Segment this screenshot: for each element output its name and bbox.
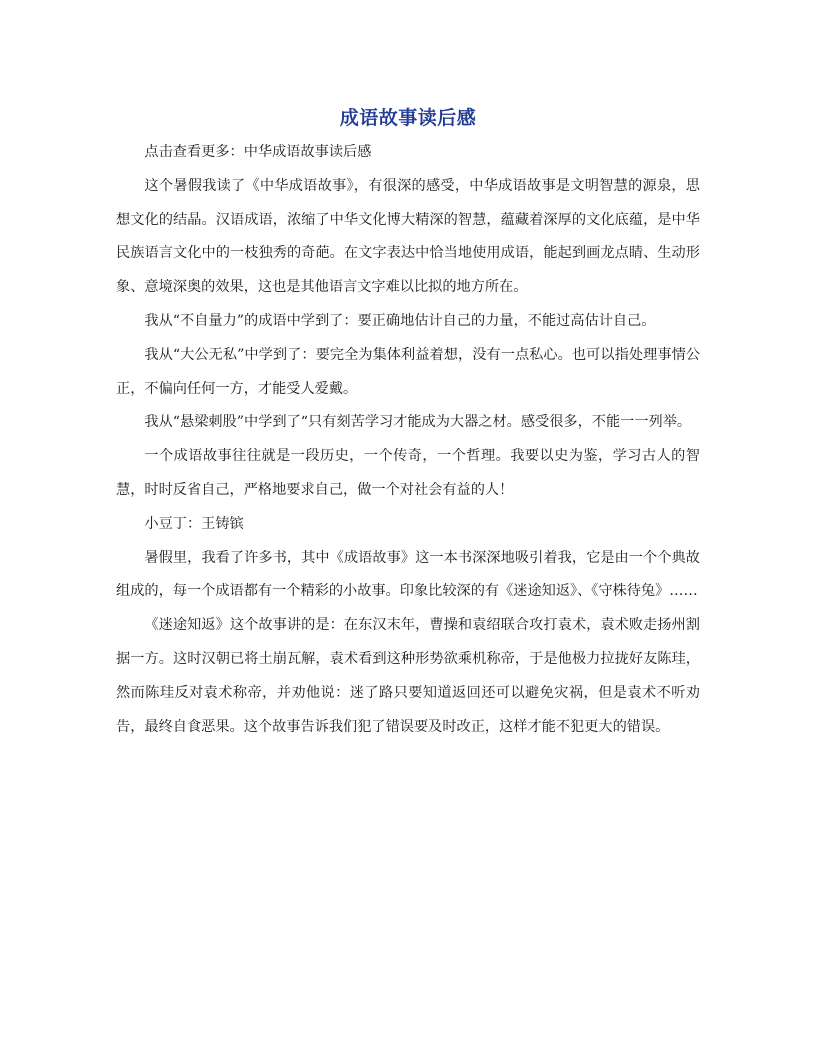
- paragraph-conclusion: 一个成语故事往往就是一段历史，一个传奇，一个哲理。我要以史为鉴，学习古人的智慧，时时反省自己，严格地要求自己，做一个对社会有益的人！: [116, 448, 700, 498]
- more-link-line[interactable]: 点击查看更多：中华成语故事读后感: [144, 144, 372, 160]
- paragraph-xuanliangcigu: 我从“悬梁刺股”中学到了“只有刻苦学习才能成为大器之材。感受很多，不能一一列举。: [144, 414, 692, 431]
- paragraph-buziliangli: 我从“不自量力”的成语中学到了：要正确地估计自己的力量，不能过高估计自己。: [144, 312, 656, 329]
- author-line: 小豆丁：王铸镔: [144, 515, 244, 532]
- paragraph-summer-reading: 暑假里，我看了许多书，其中《成语故事》这一本书深深地吸引着我，它是由一个个典故组成的，每一个成语都有一个精彩的小故事。印象比较深的有《迷途知返》、《守株待兔》……: [116, 549, 700, 600]
- paragraph-dagongwusi: 我从“大公无私”中学到了：要完全为集体利益着想，没有一点私心。也可以指处理事情公正，不偏向任何一方，才能受人爱戴。: [116, 346, 700, 397]
- document-title: 成语故事读后感: [339, 107, 477, 129]
- paragraph-mitu-zhifan: 《迷途知返》这个故事讲的是：在东汉末年，曹操和袁绍联合攻打袁术，袁术败走扬州割据一方。这时汉朝已将土崩瓦解，袁术看到这种形势欲乘机称帝，于是他极力拉拢好友陈珪，然而陈珪反对袁术称帝，并劝他说：迷了路只要知道返回还可以避免灾祸，但是袁术不听劝告，最终自食恶果。这个故事告诉我们犯了错误要及时改正，这样才能不犯更大的错误。: [116, 617, 700, 735]
- paragraph-intro: 这个暑假我读了《中华成语故事》，有很深的感受，中华成语故事是文明智慧的源泉，思想文化的结晶。汉语成语，浓缩了中华文化博大精深的智慧，蕴藏着深厚的文化底蕴，是中华民族语言文化中的一枝独秀的奇葩。在文字表达中恰当地使用成语，能起到画龙点睛、生动形象、意境深奥的效果，这也是其他语言文字难以比拟的地方所在。: [116, 177, 700, 296]
- document-body: [116, 136, 700, 744]
